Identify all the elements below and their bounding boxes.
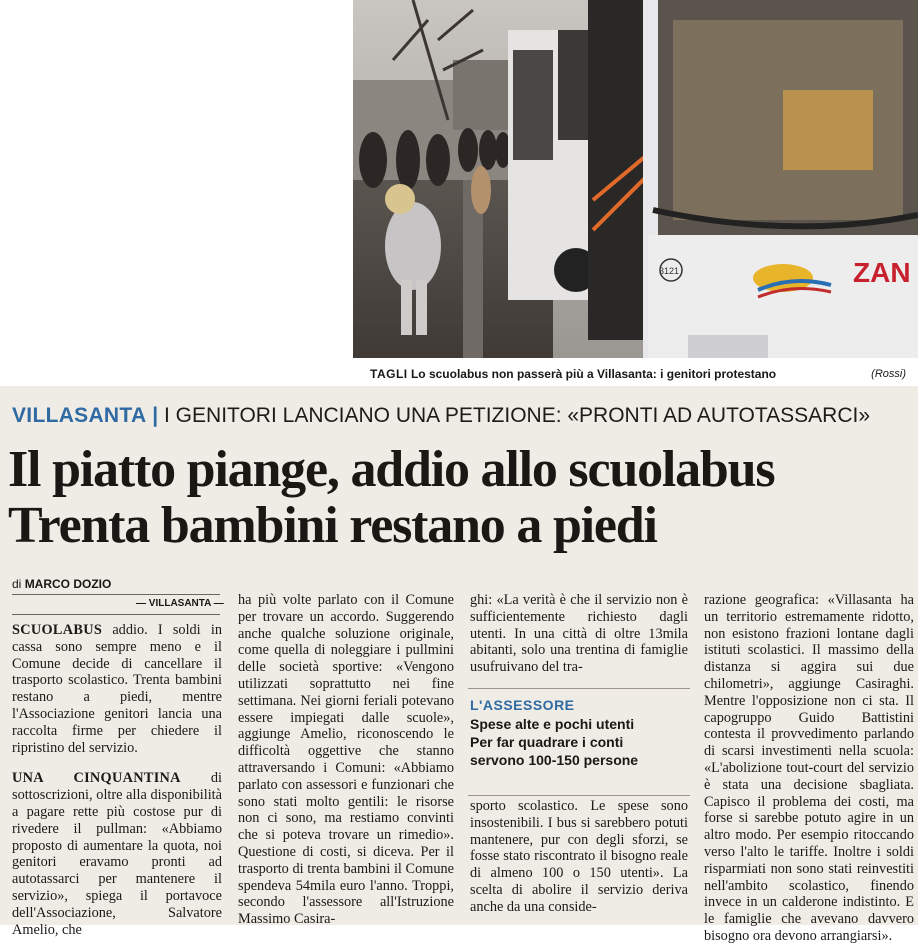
dateline: — VILLASANTA —	[136, 598, 224, 609]
box-label: L'ASSESSORE	[470, 697, 575, 713]
byline-rule	[12, 594, 220, 595]
paragraph	[12, 622, 222, 756]
bus-number: 3121	[659, 266, 680, 276]
caption-lead: TAGLI	[370, 367, 408, 381]
headline-line-2: Trenta bambini restano a piedi	[8, 497, 657, 554]
paragraph	[12, 770, 222, 938]
kicker	[12, 404, 870, 428]
paragraph-lead: UNA CINQUANTINA	[12, 770, 181, 787]
paragraph-text: razione geografica: «Villasanta ha un territorio estremamente ridotto, non esistono frazioni lontane dagli istituti scolastici. Il massimo della distanza si aggira sui due chilometri», aggiunge Casiraghi. Mentre l'opposizione non ci sta. Il capogruppo Guido Battistini contesta il provvedimento parlando di scarsi investimenti nella scuola: «L'abolizione tout-court del servizio è stata una decisione sbagliata. Capisco il problema dei costi, ma forse si sarebbe potuto agire in un altro modo. Per esempio ritoccando verso l'alto le tariffe. Inoltre i soldi risparmiati non sono stati reinvestiti nell'ambito scolastico, finendo invece in un calderone indistinto. E le famiglie che avevano davvero bisogno ora devono arrangiarsi».	[704, 592, 914, 944]
bus-logo-text: ZAN	[853, 257, 911, 288]
article-column-2	[238, 592, 454, 928]
article-column-1	[12, 622, 222, 938]
headline-line-1: Il piatto piange, addio allo scuolabus	[8, 441, 775, 498]
paragraph-text: sporto scolastico. Le spese sono insostenibili. I bus si sarebbero potuti mantenere, pur con degli sforzi, se fosse stato riscontrato il bisogno reale di almeno 100 o 150 utenti». La scelta di abolire il servizio deriva anche da una conside-	[470, 798, 688, 915]
sidebar-box	[468, 688, 690, 796]
headline	[8, 442, 774, 554]
byline	[12, 577, 111, 591]
paragraph-lead: SCUOLABUS	[12, 622, 103, 638]
byline-author: MARCO DOZIO	[24, 577, 112, 591]
box-line-1: Spese alte e pochi utenti	[470, 716, 635, 732]
paragraph-text: addio. I soldi in cassa sono sempre meno e il Comune decide di cancellare il trasporto scolastico. Trenta bambini restano a piedi, mentre l'Associazione genitori lancia una raccolta firme per chiedere il ripristino del servizio.	[12, 622, 222, 756]
photo-caption	[370, 367, 910, 381]
byline-prefix: di	[12, 577, 22, 591]
kicker-place: VILLASANTA	[12, 404, 147, 427]
article-column-3-top	[470, 592, 688, 676]
news-photo	[353, 0, 918, 358]
dateline-rule	[12, 614, 220, 615]
box-line-2: Per far quadrare i conti	[470, 734, 624, 750]
article-column-3-bottom	[470, 798, 688, 916]
kicker-text: I GENITORI LANCIANO UNA PETIZIONE: «PRONTI AD AUTOTASSARCI»	[164, 404, 870, 427]
paragraph-text: di sottoscrizioni, oltre alla disponibilità a pagare rette più costose pur di rivedere il pullman: «Abbiamo proposto di aumentare la quota, noi genitori eravamo pronti ad autotassarci per mantenere il servizio», spiega il portavoce dell'Associazione, Salvatore Amelio, che	[12, 770, 222, 938]
box-line-3: servono 100-150 persone	[470, 752, 639, 768]
school-bus-photo	[353, 0, 918, 358]
article-column-4	[704, 592, 914, 945]
paragraph-text: ha più volte parlato con il Comune per trovare un accordo. Suggerendo anche qualche soluzione originale, come quella di noleggiare i pullmini delle società sportive: «Vengono utilizzati soprattutto nei fine settimana. Nei giorni feriali potevano essere impiegati dalle scuole», aggiunge Amelio, riconoscendo le difficoltà oggettive che stanno attraversando i Comuni: «Abbiamo parlato con assessori e funzionari che sono stati molto gentili: le risorse non ci sono, ma restiamo convinti che si poteva trovare un rimedio». Questione di costi, si diceva. Per il trasporto di trenta bambini il Comune spendeva 54mila euro l'anno. Troppi, secondo l'assessore all'Istruzione Massimo Casira-	[238, 592, 454, 928]
caption-text: Lo scuolabus non passerà più a Villasanta: i genitori protestano	[410, 367, 777, 381]
paragraph-text: ghi: «La verità è che il servizio non è sufficientemente richiesto dagli utenti. In una città di oltre 13mila abitanti, solo una trentina di famiglie usufruivano del tra-	[470, 592, 688, 676]
photo-credit: (Rossi)	[871, 368, 906, 380]
kicker-separator: |	[152, 404, 159, 427]
